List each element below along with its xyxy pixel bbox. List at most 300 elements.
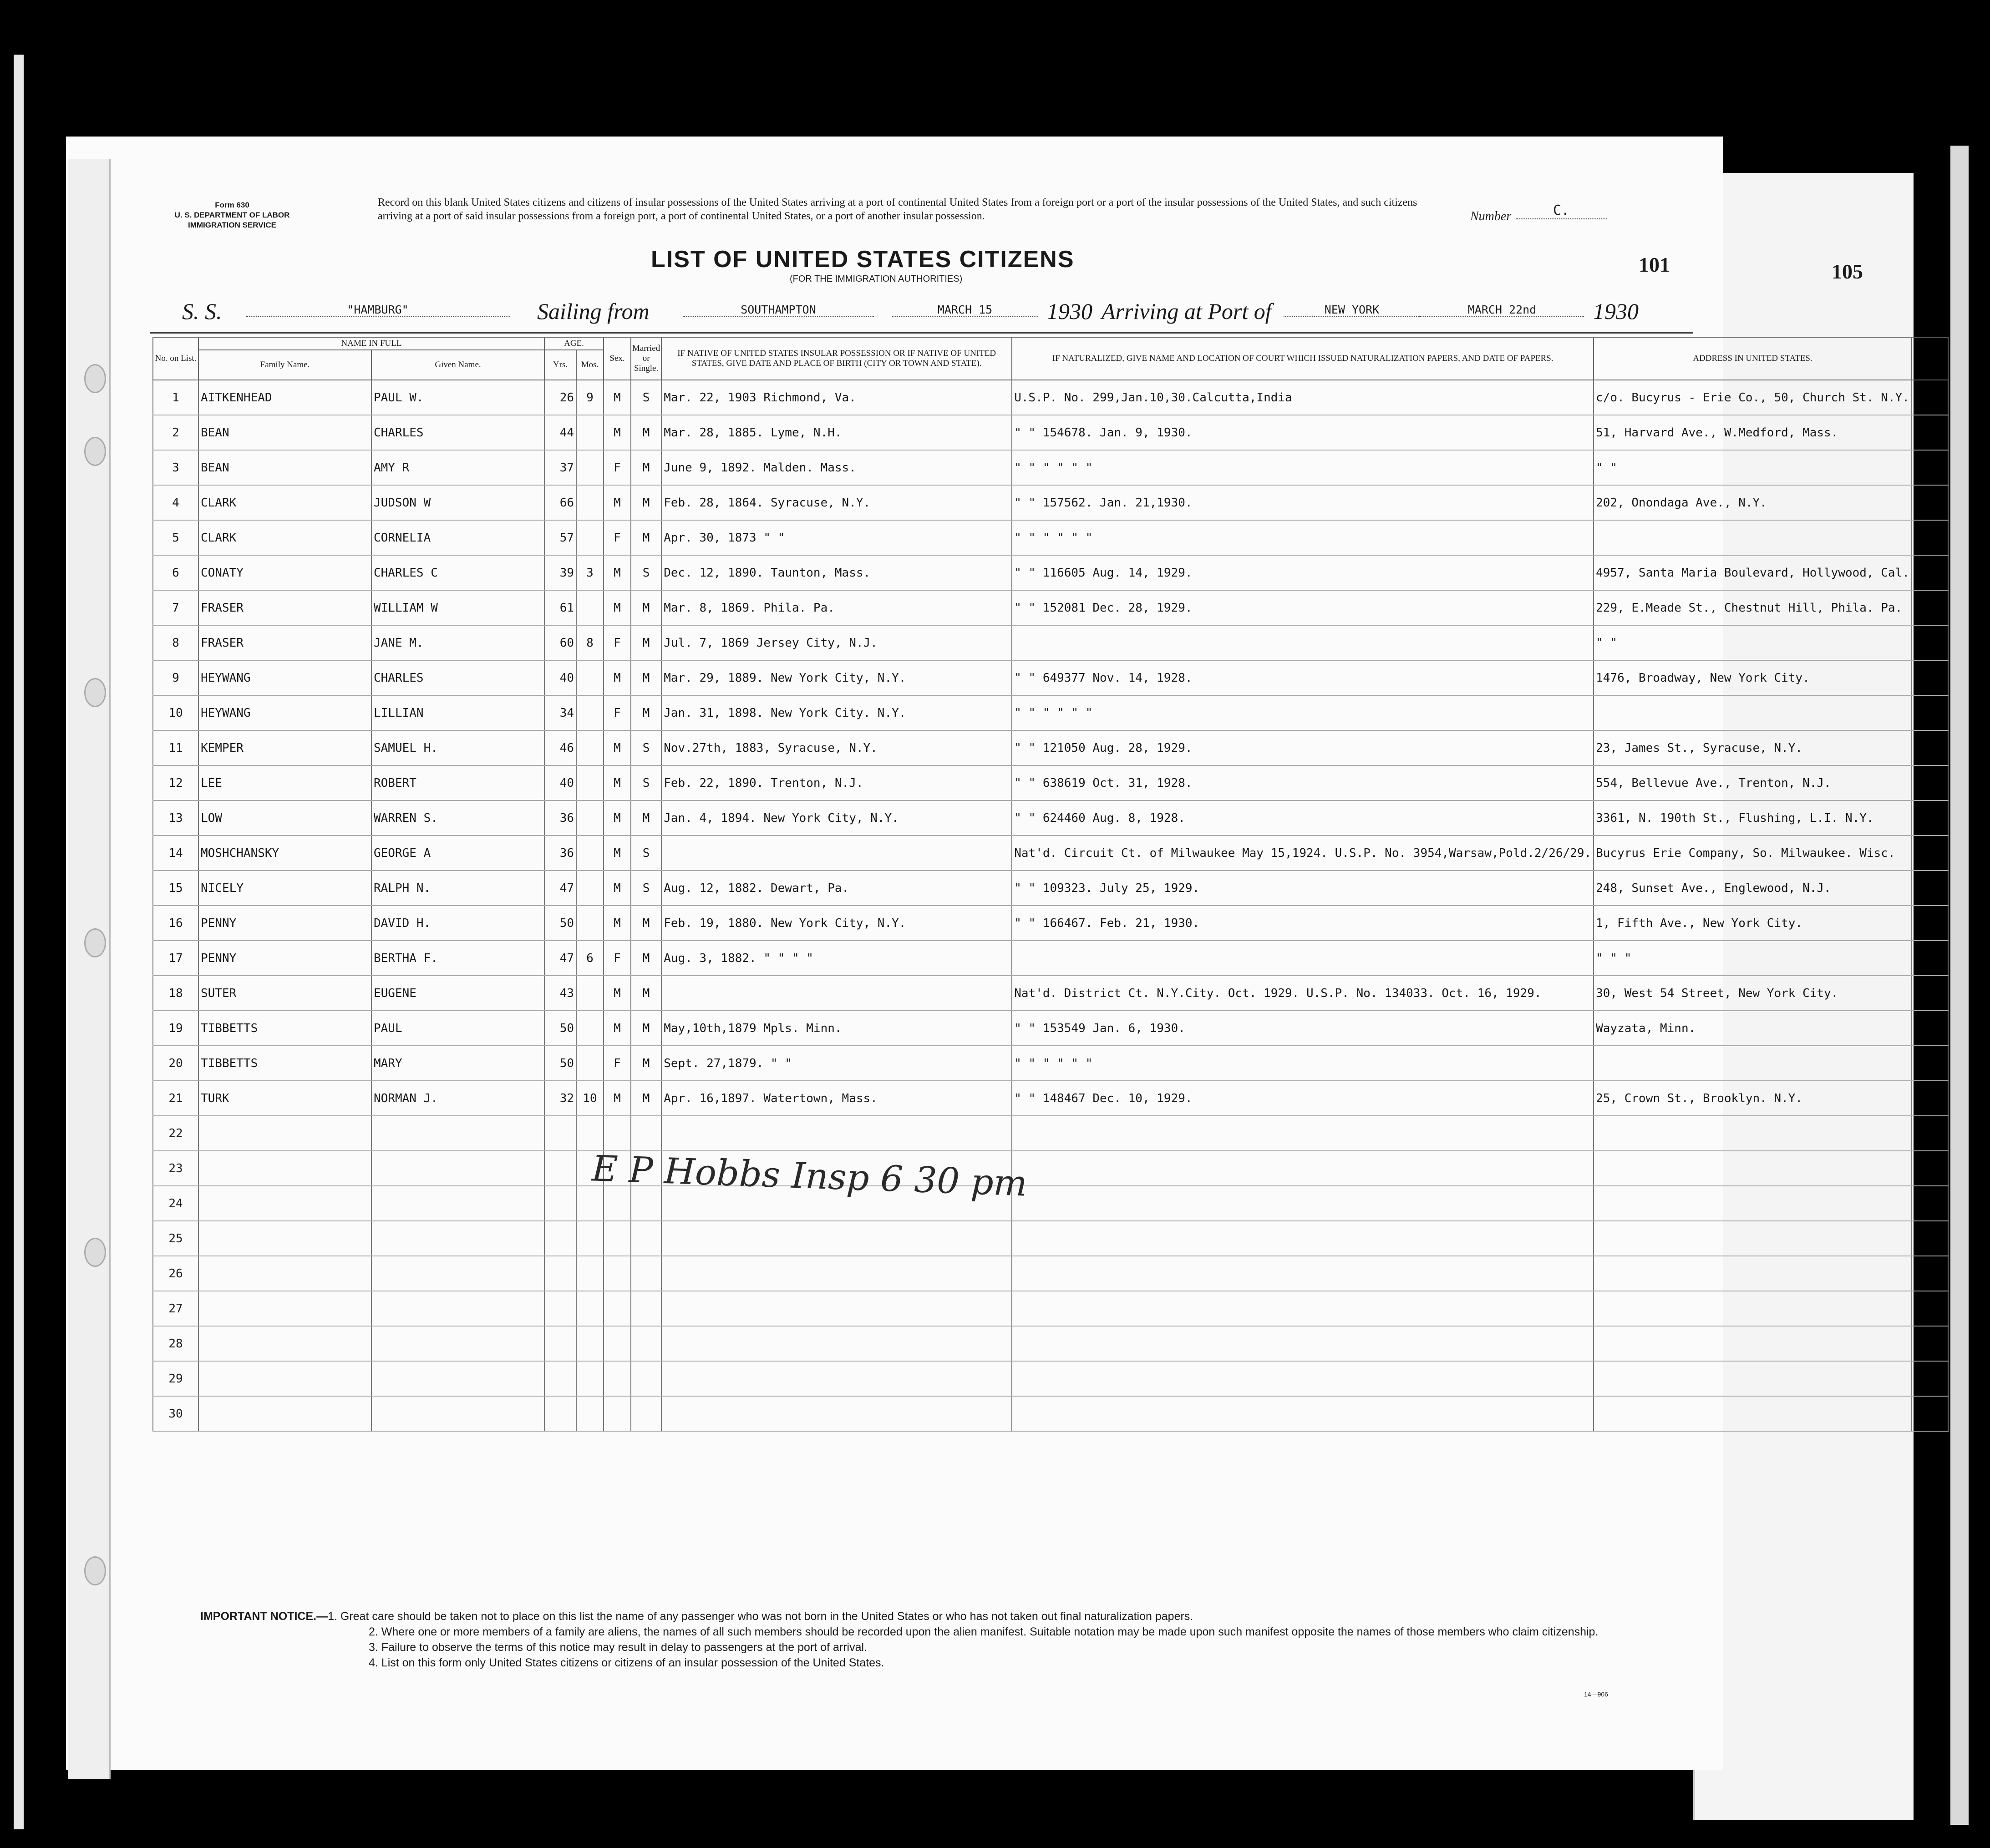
address: 1476, Broadway, New York City. xyxy=(1594,660,1912,695)
given-name: GEORGE A xyxy=(371,835,544,871)
marital-status: M xyxy=(631,625,661,660)
marital-status: M xyxy=(631,941,661,976)
page-title: LIST OF UNITED STATES CITIZENS xyxy=(651,246,1075,273)
ship-name: "HAMBURG" xyxy=(246,303,510,317)
given-name: EUGENE xyxy=(371,976,544,1011)
blank-cell xyxy=(1912,695,1948,730)
address xyxy=(1594,1361,1912,1396)
blank-cell xyxy=(1912,765,1948,800)
number-value: C. xyxy=(1516,203,1607,219)
table-row xyxy=(153,800,1948,835)
notice-item-2: 2. Where one or more members of a family are aliens, the names of all such members should be recorded upon the alien manifest. Suitable notation may be made upon such manifest opposite the names of those members who claim citizenship. xyxy=(369,1625,1599,1638)
address: 30, West 54 Street, New York City. xyxy=(1594,976,1912,1011)
age-months xyxy=(576,1046,604,1081)
marital-status: M xyxy=(631,1011,661,1046)
col-married: Married or Single. xyxy=(631,337,661,380)
row-number: 17 xyxy=(153,941,198,976)
age-years: 36 xyxy=(544,800,576,835)
blank-cell xyxy=(1912,941,1948,976)
table-row xyxy=(153,380,1948,415)
age-months xyxy=(576,1291,604,1326)
punch-hole xyxy=(84,928,106,957)
age-years: 61 xyxy=(544,590,576,625)
blank-cell xyxy=(1912,1186,1948,1221)
table-row xyxy=(153,1151,1948,1186)
sex: M xyxy=(604,590,631,625)
row-number: 16 xyxy=(153,906,198,941)
naturalization-info: " " " " " " xyxy=(1012,450,1594,485)
sex: M xyxy=(604,730,631,765)
table-row xyxy=(153,695,1948,730)
row-number: 4 xyxy=(153,485,198,520)
birth-info: May,10th,1879 Mpls. Minn. xyxy=(661,1011,1012,1046)
naturalization-info: " " 153549 Jan. 6, 1930. xyxy=(1012,1011,1594,1046)
col-family: Family Name. xyxy=(198,350,371,380)
row-number: 1 xyxy=(153,380,198,415)
address xyxy=(1594,1326,1912,1361)
blank-cell xyxy=(1912,906,1948,941)
family-name xyxy=(198,1291,371,1326)
blank-cell xyxy=(1912,590,1948,625)
age-years: 32 xyxy=(544,1081,576,1116)
arrive-date: MARCH 22nd xyxy=(1420,303,1584,317)
age-years xyxy=(544,1116,576,1151)
table-row xyxy=(153,1221,1948,1256)
birth-info: Feb. 22, 1890. Trenton, N.J. xyxy=(661,765,1012,800)
marital-status: S xyxy=(631,871,661,906)
birth-info: June 9, 1892. Malden. Mass. xyxy=(661,450,1012,485)
marital-status: M xyxy=(631,660,661,695)
given-name: WILLIAM W xyxy=(371,590,544,625)
sex: M xyxy=(604,555,631,590)
table-row xyxy=(153,941,1948,976)
address: 554, Bellevue Ave., Trenton, N.J. xyxy=(1594,765,1912,800)
row-number: 18 xyxy=(153,976,198,1011)
sex: F xyxy=(604,941,631,976)
naturalization-info: " " 157562. Jan. 21,1930. xyxy=(1012,485,1594,520)
col-age: AGE. xyxy=(544,337,604,350)
given-name: CHARLES xyxy=(371,415,544,450)
table-row xyxy=(153,1291,1948,1326)
address xyxy=(1594,1046,1912,1081)
marital-status: M xyxy=(631,590,661,625)
family-name: CONATY xyxy=(198,555,371,590)
address: 23, James St., Syracuse, N.Y. xyxy=(1594,730,1912,765)
given-name: CHARLES xyxy=(371,660,544,695)
marital-status: M xyxy=(631,520,661,555)
age-years xyxy=(544,1151,576,1186)
birth-info: Dec. 12, 1890. Taunton, Mass. xyxy=(661,555,1012,590)
birth-info: Jan. 31, 1898. New York City. N.Y. xyxy=(661,695,1012,730)
birth-info: Mar. 22, 1903 Richmond, Va. xyxy=(661,380,1012,415)
address: 4957, Santa Maria Boulevard, Hollywood, Cal. xyxy=(1594,555,1912,590)
sex: M xyxy=(604,660,631,695)
sex: M xyxy=(604,485,631,520)
table-row xyxy=(153,1046,1948,1081)
punch-hole xyxy=(84,437,106,466)
blank-cell xyxy=(1912,1256,1948,1291)
blank-cell xyxy=(1912,1081,1948,1116)
address xyxy=(1594,1256,1912,1291)
table-row xyxy=(153,415,1948,450)
sex: F xyxy=(604,625,631,660)
given-name: WARREN S. xyxy=(371,800,544,835)
table-row xyxy=(153,1116,1948,1151)
age-months: 6 xyxy=(576,941,604,976)
marital-status xyxy=(631,1291,661,1326)
age-months xyxy=(576,1326,604,1361)
birth-info: Feb. 19, 1880. New York City, N.Y. xyxy=(661,906,1012,941)
family-name xyxy=(198,1151,371,1186)
birth-info: Sept. 27,1879. " " xyxy=(661,1046,1012,1081)
row-number: 22 xyxy=(153,1116,198,1151)
row-number: 8 xyxy=(153,625,198,660)
form-instructions: Record on this blank United States citizens and citizens of insular possessions of the United States arriving at a port of continental United States from a foreign port or a port of the insular possessions of the United States, and such citizens arriving at a port of said insular possessions from a foreign port, a port of continental United States, or a port of another insular possession. xyxy=(378,197,1417,222)
family-name xyxy=(198,1256,371,1291)
row-number: 25 xyxy=(153,1221,198,1256)
age-years: 66 xyxy=(544,485,576,520)
family-name: CLARK xyxy=(198,520,371,555)
family-name xyxy=(198,1221,371,1256)
punch-hole xyxy=(84,1238,106,1267)
row-number: 11 xyxy=(153,730,198,765)
sex: F xyxy=(604,450,631,485)
row-number: 30 xyxy=(153,1396,198,1431)
family-name: LOW xyxy=(198,800,371,835)
age-years xyxy=(544,1326,576,1361)
address: Wayzata, Minn. xyxy=(1594,1011,1912,1046)
blank-cell xyxy=(1912,1116,1948,1151)
birth-info xyxy=(661,1221,1012,1256)
naturalization-info: " " 166467. Feb. 21, 1930. xyxy=(1012,906,1594,941)
sailing-from-label: Sailing from xyxy=(537,299,650,324)
col-birth: IF NATIVE OF UNITED STATES INSULAR POSSESSION OR IF NATIVE OF UNITED STATES, GIVE DATE AND PLACE OF BIRTH (CITY OR TOWN AND STATE). xyxy=(661,337,1012,380)
family-name xyxy=(198,1396,371,1431)
family-name: HEYWANG xyxy=(198,695,371,730)
marital-status: M xyxy=(631,485,661,520)
age-months xyxy=(576,485,604,520)
birth-info xyxy=(661,1396,1012,1431)
family-name: TIBBETTS xyxy=(198,1046,371,1081)
address xyxy=(1594,1291,1912,1326)
sex xyxy=(604,1186,631,1221)
given-name xyxy=(371,1361,544,1396)
naturalization-info: " " 638619 Oct. 31, 1928. xyxy=(1012,765,1594,800)
naturalization-info: " " " " " " xyxy=(1012,1046,1594,1081)
given-name: PAUL W. xyxy=(371,380,544,415)
sex: M xyxy=(604,835,631,871)
port-to: NEW YORK xyxy=(1284,303,1420,317)
header-rule xyxy=(150,332,1693,334)
address: 3361, N. 190th St., Flushing, L.I. N.Y. xyxy=(1594,800,1912,835)
address: " " xyxy=(1594,450,1912,485)
given-name: MARY xyxy=(371,1046,544,1081)
punch-hole xyxy=(84,678,106,707)
col-no: No. on List. xyxy=(153,337,198,380)
notice-item-3: 3. Failure to observe the terms of this notice may result in delay to passengers at the port of arrival. xyxy=(369,1641,867,1654)
marital-status: M xyxy=(631,906,661,941)
table-row xyxy=(153,660,1948,695)
age-years: 46 xyxy=(544,730,576,765)
table-row xyxy=(153,906,1948,941)
arriving-label: Arriving at Port of xyxy=(1102,299,1272,324)
given-name: PAUL xyxy=(371,1011,544,1046)
row-number: 9 xyxy=(153,660,198,695)
table-row xyxy=(153,835,1948,871)
blank-cell xyxy=(1912,1326,1948,1361)
given-name xyxy=(371,1326,544,1361)
naturalization-info xyxy=(1012,1256,1594,1291)
family-name xyxy=(198,1116,371,1151)
sex: M xyxy=(604,800,631,835)
blank-cell xyxy=(1912,1011,1948,1046)
naturalization-info: " " 116605 Aug. 14, 1929. xyxy=(1012,555,1594,590)
marital-status: M xyxy=(631,450,661,485)
naturalization-info: " " " " " " xyxy=(1012,695,1594,730)
age-years xyxy=(544,1186,576,1221)
sex: M xyxy=(604,1081,631,1116)
age-months: 3 xyxy=(576,555,604,590)
age-months: 8 xyxy=(576,625,604,660)
naturalization-info: " " " " " " xyxy=(1012,520,1594,555)
birth-info: Mar. 8, 1869. Phila. Pa. xyxy=(661,590,1012,625)
age-months xyxy=(576,1396,604,1431)
table-row xyxy=(153,1326,1948,1361)
table-row xyxy=(153,871,1948,906)
naturalization-info: Nat'd. Circuit Ct. of Milwaukee May 15,1924. U.S.P. No. 3954,Warsaw,Pold.2/26/29. xyxy=(1012,835,1594,871)
birth-info xyxy=(661,835,1012,871)
sex xyxy=(604,1116,631,1151)
table-row xyxy=(153,1186,1948,1221)
age-years: 39 xyxy=(544,555,576,590)
row-number: 29 xyxy=(153,1361,198,1396)
marital-status xyxy=(631,1361,661,1396)
marital-status: M xyxy=(631,695,661,730)
naturalization-info xyxy=(1012,1116,1594,1151)
sex: F xyxy=(604,695,631,730)
table-row xyxy=(153,1361,1948,1396)
age-months xyxy=(576,871,604,906)
number-label: Number xyxy=(1470,209,1512,223)
family-name: HEYWANG xyxy=(198,660,371,695)
table-row xyxy=(153,1011,1948,1046)
address: 25, Crown St., Brooklyn. N.Y. xyxy=(1594,1081,1912,1116)
given-name: CORNELIA xyxy=(371,520,544,555)
row-number: 27 xyxy=(153,1291,198,1326)
naturalization-info: " " 148467 Dec. 10, 1929. xyxy=(1012,1081,1594,1116)
blank-cell xyxy=(1912,555,1948,590)
naturalization-info xyxy=(1012,1361,1594,1396)
marital-status: M xyxy=(631,976,661,1011)
age-months xyxy=(576,1116,604,1151)
age-years: 44 xyxy=(544,415,576,450)
birth-info xyxy=(661,1326,1012,1361)
given-name xyxy=(371,1116,544,1151)
sex xyxy=(604,1256,631,1291)
age-years: 40 xyxy=(544,765,576,800)
age-years xyxy=(544,1361,576,1396)
port-from: SOUTHAMPTON xyxy=(683,303,874,317)
age-months xyxy=(576,835,604,871)
given-name xyxy=(371,1291,544,1326)
table-row xyxy=(153,625,1948,660)
age-months xyxy=(576,1011,604,1046)
given-name: JANE M. xyxy=(371,625,544,660)
age-years xyxy=(544,1221,576,1256)
sex xyxy=(604,1291,631,1326)
punch-hole xyxy=(84,1556,106,1585)
address xyxy=(1594,1396,1912,1431)
age-years: 40 xyxy=(544,660,576,695)
naturalization-info: Nat'd. District Ct. N.Y.City. Oct. 1929. U.S.P. No. 134033. Oct. 16, 1929. xyxy=(1012,976,1594,1011)
age-months xyxy=(576,520,604,555)
birth-info: Nov.27th, 1883, Syracuse, N.Y. xyxy=(661,730,1012,765)
age-years: 37 xyxy=(544,450,576,485)
age-years: 47 xyxy=(544,941,576,976)
row-number: 5 xyxy=(153,520,198,555)
notice-lead: IMPORTANT NOTICE.— xyxy=(200,1610,328,1623)
naturalization-info: " " 154678. Jan. 9, 1930. xyxy=(1012,415,1594,450)
age-months: 9 xyxy=(576,380,604,415)
given-name xyxy=(371,1151,544,1186)
marital-status xyxy=(631,1116,661,1151)
given-name xyxy=(371,1256,544,1291)
naturalization-info xyxy=(1012,1151,1594,1186)
age-months xyxy=(576,1361,604,1396)
age-months xyxy=(576,450,604,485)
birth-info: Jul. 7, 1869 Jersey City, N.J. xyxy=(661,625,1012,660)
col-address: ADDRESS IN UNITED STATES. xyxy=(1594,337,1912,380)
form-code: 14—906 xyxy=(1584,1691,1608,1698)
address xyxy=(1594,1151,1912,1186)
given-name xyxy=(371,1396,544,1431)
row-number: 20 xyxy=(153,1046,198,1081)
family-name: AITKENHEAD xyxy=(198,380,371,415)
row-number: 13 xyxy=(153,800,198,835)
blank-cell xyxy=(1912,520,1948,555)
blank-cell xyxy=(1912,450,1948,485)
row-number: 10 xyxy=(153,695,198,730)
table-row xyxy=(153,1256,1948,1291)
naturalization-info xyxy=(1012,1186,1594,1221)
address: " " " xyxy=(1594,941,1912,976)
birth-info xyxy=(661,1361,1012,1396)
depart-year: 1930 xyxy=(1047,299,1092,324)
col-blank xyxy=(1912,337,1948,380)
row-number: 24 xyxy=(153,1186,198,1221)
col-naturalized: IF NATURALIZED, GIVE NAME AND LOCATION OF COURT WHICH ISSUED NATURALIZATION PAPERS, AND DATE OF PAPERS. xyxy=(1012,337,1594,380)
naturalization-info: " " 121050 Aug. 28, 1929. xyxy=(1012,730,1594,765)
given-name: ROBERT xyxy=(371,765,544,800)
row-number: 19 xyxy=(153,1011,198,1046)
blank-cell xyxy=(1912,485,1948,520)
row-number: 2 xyxy=(153,415,198,450)
family-name: NICELY xyxy=(198,871,371,906)
address xyxy=(1594,1116,1912,1151)
naturalization-info: " " 109323. July 25, 1929. xyxy=(1012,871,1594,906)
sex xyxy=(604,1221,631,1256)
notice-item-1: 1. Great care should be taken not to place on this list the name of any passenger who was not born in the United States or who has not taken out final naturalization papers. xyxy=(328,1610,1193,1623)
marital-status: S xyxy=(631,730,661,765)
marital-status: S xyxy=(631,765,661,800)
age-years: 36 xyxy=(544,835,576,871)
age-years xyxy=(544,1291,576,1326)
passenger-table xyxy=(152,337,1949,1432)
naturalization-info: U.S.P. No. 299,Jan.10,30.Calcutta,India xyxy=(1012,380,1594,415)
given-name xyxy=(371,1221,544,1256)
address: 229, E.Meade St., Chestnut Hill, Phila. Pa. xyxy=(1594,590,1912,625)
age-years: 50 xyxy=(544,1011,576,1046)
age-years xyxy=(544,1256,576,1291)
address: 51, Harvard Ave., W.Medford, Mass. xyxy=(1594,415,1912,450)
age-months xyxy=(576,1256,604,1291)
address xyxy=(1594,1186,1912,1221)
family-name: CLARK xyxy=(198,485,371,520)
address: Bucyrus Erie Company, So. Milwaukee. Wisc. xyxy=(1594,835,1912,871)
punch-hole xyxy=(84,364,106,393)
table-row xyxy=(153,1081,1948,1116)
given-name: CHARLES C xyxy=(371,555,544,590)
age-years: 26 xyxy=(544,380,576,415)
family-name: BEAN xyxy=(198,450,371,485)
blank-cell xyxy=(1912,660,1948,695)
address xyxy=(1594,1221,1912,1256)
naturalization-info xyxy=(1012,1396,1594,1431)
sex: M xyxy=(604,380,631,415)
blank-cell xyxy=(1912,800,1948,835)
family-name: TIBBETTS xyxy=(198,1011,371,1046)
birth-info xyxy=(661,1291,1012,1326)
naturalization-info: " " 649377 Nov. 14, 1928. xyxy=(1012,660,1594,695)
naturalization-info: " " 624460 Aug. 8, 1928. xyxy=(1012,800,1594,835)
age-months xyxy=(576,800,604,835)
row-number: 28 xyxy=(153,1326,198,1361)
blank-cell xyxy=(1912,1291,1948,1326)
row-number: 23 xyxy=(153,1151,198,1186)
age-months xyxy=(576,1186,604,1221)
age-years: 47 xyxy=(544,871,576,906)
given-name: SAMUEL H. xyxy=(371,730,544,765)
address xyxy=(1594,520,1912,555)
inspector-signature: E P Hobbs Insp 6 30 pm xyxy=(591,1148,1028,1205)
age-years: 57 xyxy=(544,520,576,555)
age-months xyxy=(576,906,604,941)
blank-cell xyxy=(1912,730,1948,765)
table-row xyxy=(153,590,1948,625)
family-name xyxy=(198,1326,371,1361)
age-months xyxy=(576,976,604,1011)
age-years: 43 xyxy=(544,976,576,1011)
form-identifier xyxy=(137,200,328,230)
important-notice xyxy=(200,1609,1675,1671)
given-name: AMY R xyxy=(371,450,544,485)
marital-status: S xyxy=(631,555,661,590)
age-years: 34 xyxy=(544,695,576,730)
naturalization-info xyxy=(1012,1221,1594,1256)
age-months xyxy=(576,695,604,730)
family-name xyxy=(198,1186,371,1221)
row-number: 6 xyxy=(153,555,198,590)
birth-info: Feb. 28, 1864. Syracuse, N.Y. xyxy=(661,485,1012,520)
birth-info: Mar. 28, 1885. Lyme, N.H. xyxy=(661,415,1012,450)
birth-info: Mar. 29, 1889. New York City, N.Y. xyxy=(661,660,1012,695)
table-row xyxy=(153,520,1948,555)
age-months xyxy=(576,765,604,800)
table-row xyxy=(153,555,1948,590)
age-years xyxy=(544,1396,576,1431)
sex: M xyxy=(604,765,631,800)
table-row xyxy=(153,976,1948,1011)
